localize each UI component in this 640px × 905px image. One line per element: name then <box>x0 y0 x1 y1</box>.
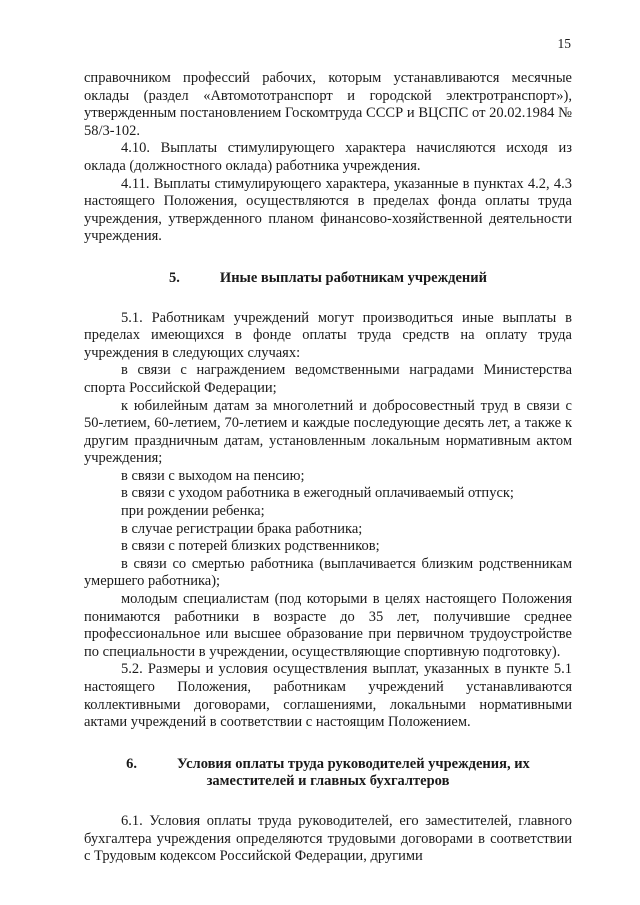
section-6-title-text-1: Условия оплаты труда руководителей учреждения, их <box>177 755 530 772</box>
section-5-title: Иные выплаты работникам учреждений <box>219 269 487 286</box>
section-6-title-line-2: заместителей и главных бухгалтеров <box>206 773 450 790</box>
paragraph-4-10: 4.10. Выплаты стимулирующего характера начисляются исходя из оклада (должностного оклада) работника учреждения. <box>84 140 572 174</box>
paragraph-4-11: 4.11. Выплаты стимулирующего характера, указанные в пунктах 4.2, 4.3 настоящего Положения, осуществляются в пределах фонда оплаты труда учреждения, утвержденного планом финансово-хозяйственной деятельности учреждения. <box>84 175 572 245</box>
section-6-title-line-1 <box>84 756 572 774</box>
list-item-marriage: в случае регистрации брака работника; <box>121 520 363 537</box>
paragraph-6-1: 6.1. Условия оплаты труда руководителей, его заместителей, главного бухгалтера учреждения определяются трудовыми договорами в соответствии с Трудовым кодексом Российской Федерации, другими <box>84 812 572 865</box>
list-item-young-specialists: молодым специалистам (под которыми в целях настоящего Положения понимаются работники в возрасте до 35 лет, получившие среднее профессиональное или высшее образование при первичном трудоустройстве по специальности в учреждении, осуществляющие спортивную подготовку). <box>84 591 572 660</box>
list-item-vacation: в связи с уходом работника в ежегодный оплачиваемый отпуск; <box>121 485 514 502</box>
paragraph-continuation: справочником профессий рабочих, которым устанавливаются месячные оклады (раздел «Автомототранспорт и городской электротранспорт»), утвержденным постановлением Госкомтруда СССР и ВЦСПС от 20.02.1984 № 58/3-102. <box>84 70 572 139</box>
page-number: 15 <box>557 36 571 51</box>
paragraph-5-1: 5.1. Работникам учреждений могут производиться иные выплаты в пределах имеющихся в фонде оплаты труда средств на оплату труда учреждения в следующих случаях: <box>84 309 572 361</box>
list-item-anniversaries: к юбилейным датам за многолетний и добросовестный труд в связи с 50-летием, 60-летием, 70-летием и каждые последующие десять лет, а также к другим праздничным датам, установленным локальным нормативным актом учреждения; <box>84 397 572 467</box>
list-item-childbirth: при рождении ребенка; <box>121 503 265 520</box>
section-5-number: 5. <box>169 269 180 286</box>
list-item-awards: в связи с награждением ведомственными наградами Министерства спорта Российской Федерации; <box>84 362 572 396</box>
list-item-loss-of-relatives: в связи с потерей близких родственников; <box>121 538 380 555</box>
section-6-number: 6. <box>126 755 138 772</box>
section-6-heading <box>84 756 572 791</box>
list-item-death-of-employee: в связи со смертью работника (выплачивается близким родственникам умершего работника); <box>84 555 572 590</box>
paragraph-5-2: 5.2. Размеры и условия осуществления выплат, указанных в пункте 5.1 настоящего Положения, работникам учреждений устанавливаются коллективными договорами, соглашениями, локальными нормативными актами учреждений в соответствии с настоящим Положением. <box>84 661 572 731</box>
document-body <box>84 70 572 866</box>
list-item-retirement: в связи с выходом на пенсию; <box>121 467 305 484</box>
section-5-heading <box>84 270 572 288</box>
